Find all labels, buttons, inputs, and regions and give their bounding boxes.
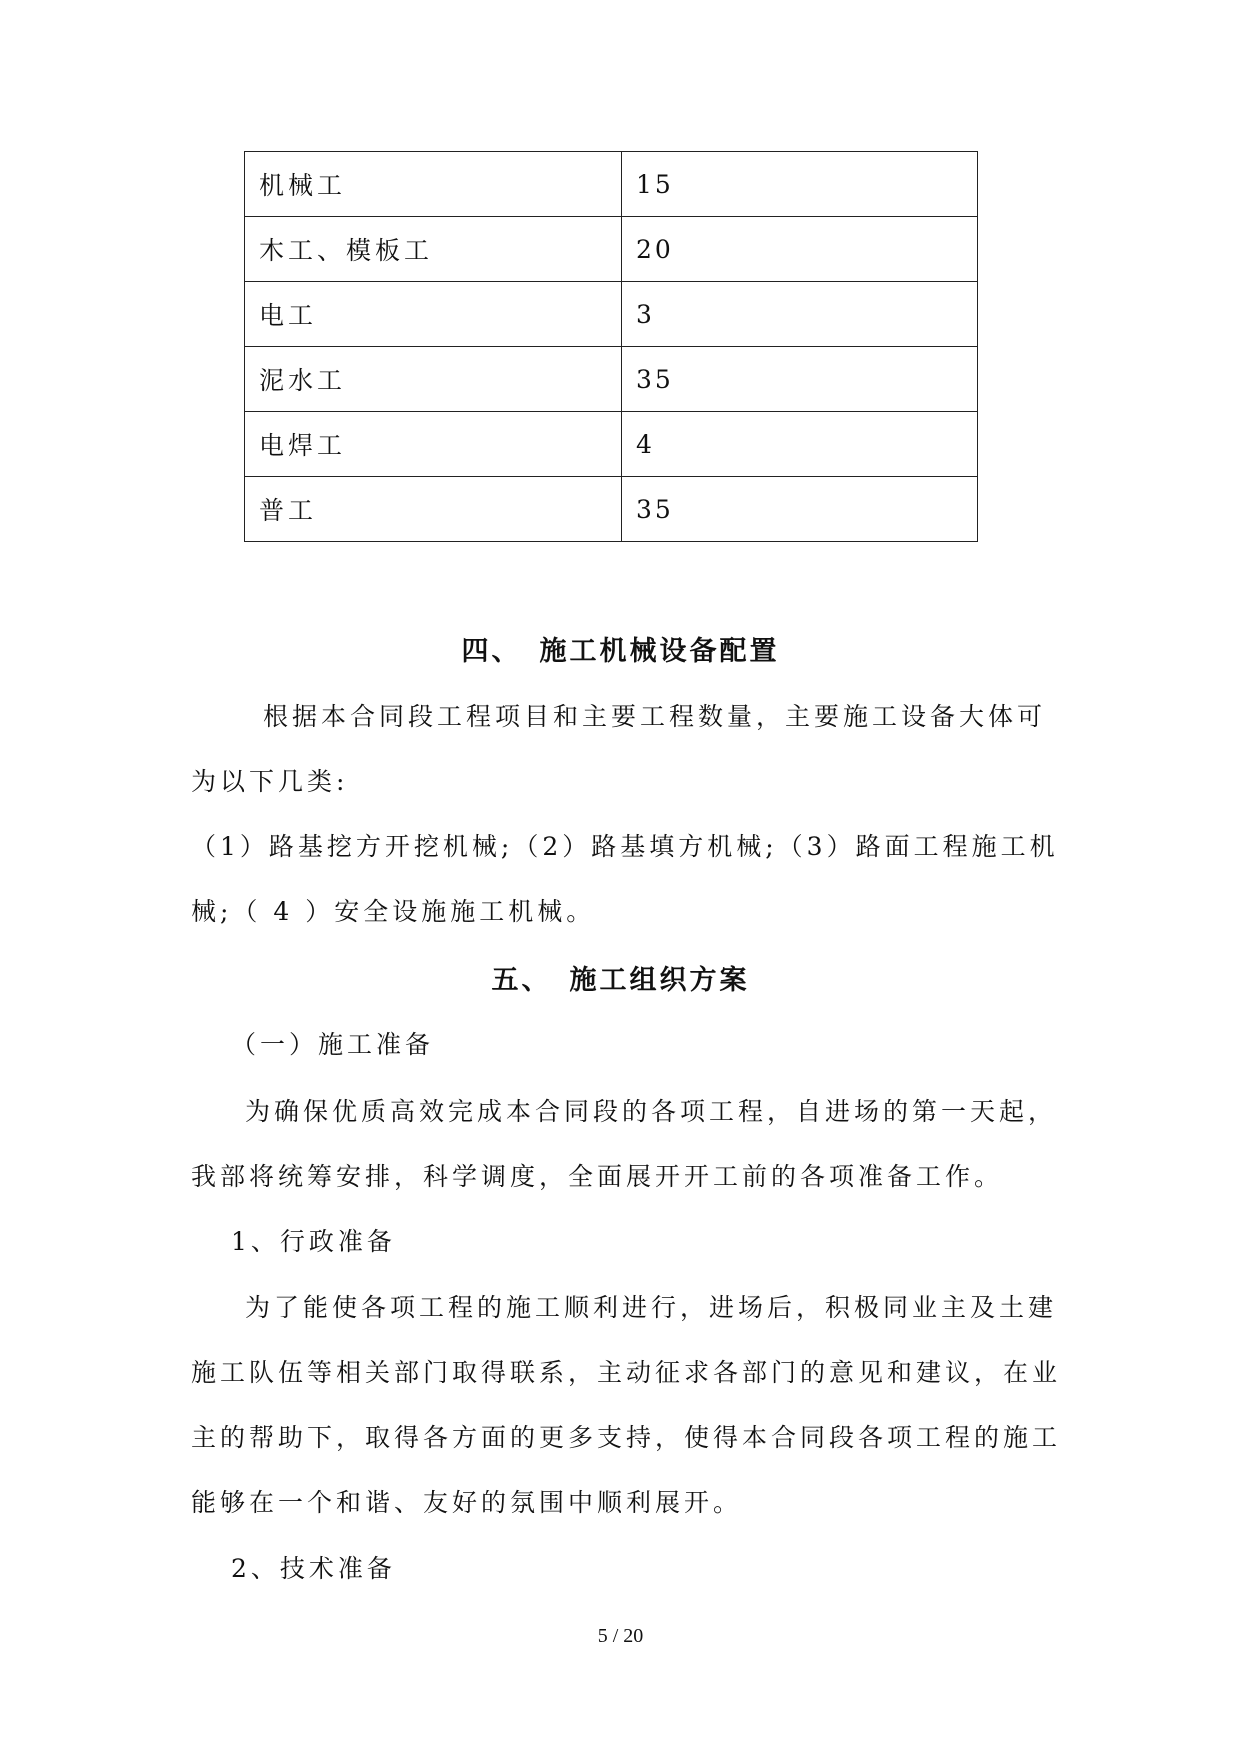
section-5-paragraph-2-line-1: 为了能使各项工程的施工顺利进行，进场后，积极同业主及土建 bbox=[245, 1293, 1058, 1322]
page-number: 5 / 20 bbox=[597, 1625, 644, 1647]
section-5-paragraph-1-line-1: 为确保优质高效完成本合同段的各项工程，自进场的第一天起， bbox=[245, 1097, 1058, 1126]
section-5-paragraph-2-line-4: 能够在一个和谐、友好的氛围中顺利展开。 bbox=[191, 1488, 743, 1517]
section-5-paragraph-2-line-3: 主的帮助下，取得各方面的更多支持，使得本合同段各项工程的施工 bbox=[191, 1423, 1062, 1452]
worker-count-cell: 35 bbox=[622, 347, 978, 412]
section-4-paragraph-1-line-1: 根据本合同段工程项目和主要工程数量，主要施工设备大体可 bbox=[263, 702, 1047, 731]
table-row bbox=[245, 412, 978, 477]
worker-count-cell: 15 bbox=[622, 152, 978, 217]
table-row bbox=[245, 217, 978, 282]
table-row bbox=[245, 347, 978, 412]
worker-count-cell: 20 bbox=[622, 217, 978, 282]
section-4-paragraph-1-line-2: 为以下几类: bbox=[191, 767, 349, 796]
table-row bbox=[245, 282, 978, 347]
worker-type-cell: 普工 bbox=[245, 477, 622, 542]
section-5-number: 五、 bbox=[491, 965, 552, 996]
section-5-paragraph-2-line-2: 施工队伍等相关部门取得联系，主动征求各部门的意见和建议，在业 bbox=[191, 1358, 1062, 1387]
worker-count-cell: 3 bbox=[622, 282, 978, 347]
worker-type-cell: 泥水工 bbox=[245, 347, 622, 412]
section-4-heading bbox=[0, 629, 1241, 668]
worker-type-cell: 电工 bbox=[245, 282, 622, 347]
worker-type-cell: 机械工 bbox=[245, 152, 622, 217]
item-1-heading: 1、行政准备 bbox=[231, 1227, 396, 1256]
item-2-heading: 2、技术准备 bbox=[231, 1554, 396, 1583]
section-5-paragraph-1-line-2: 我部将统筹安排，科学调度，全面展开开工前的各项准备工作。 bbox=[191, 1162, 1004, 1191]
section-4-title: 施工机械设备配置 bbox=[539, 636, 780, 667]
section-5-heading bbox=[0, 958, 1241, 997]
worker-count-cell: 35 bbox=[622, 477, 978, 542]
section-5-title: 施工组织方案 bbox=[569, 965, 750, 996]
subsection-preparation-heading: （一）施工准备 bbox=[231, 1030, 435, 1059]
worker-count-cell: 4 bbox=[622, 412, 978, 477]
section-4-paragraph-2-line-2: 械;（ 4 ）安全设施施工机械。 bbox=[191, 897, 596, 926]
labor-table bbox=[244, 151, 978, 542]
section-4-paragraph-2-line-1: （1）路基挖方开挖机械;（2）路基填方机械;（3）路面工程施工机 bbox=[191, 832, 1059, 861]
worker-type-cell: 电焊工 bbox=[245, 412, 622, 477]
table-row bbox=[245, 477, 978, 542]
table-row bbox=[245, 152, 978, 217]
worker-type-cell: 木工、模板工 bbox=[245, 217, 622, 282]
section-4-number: 四、 bbox=[461, 636, 522, 667]
